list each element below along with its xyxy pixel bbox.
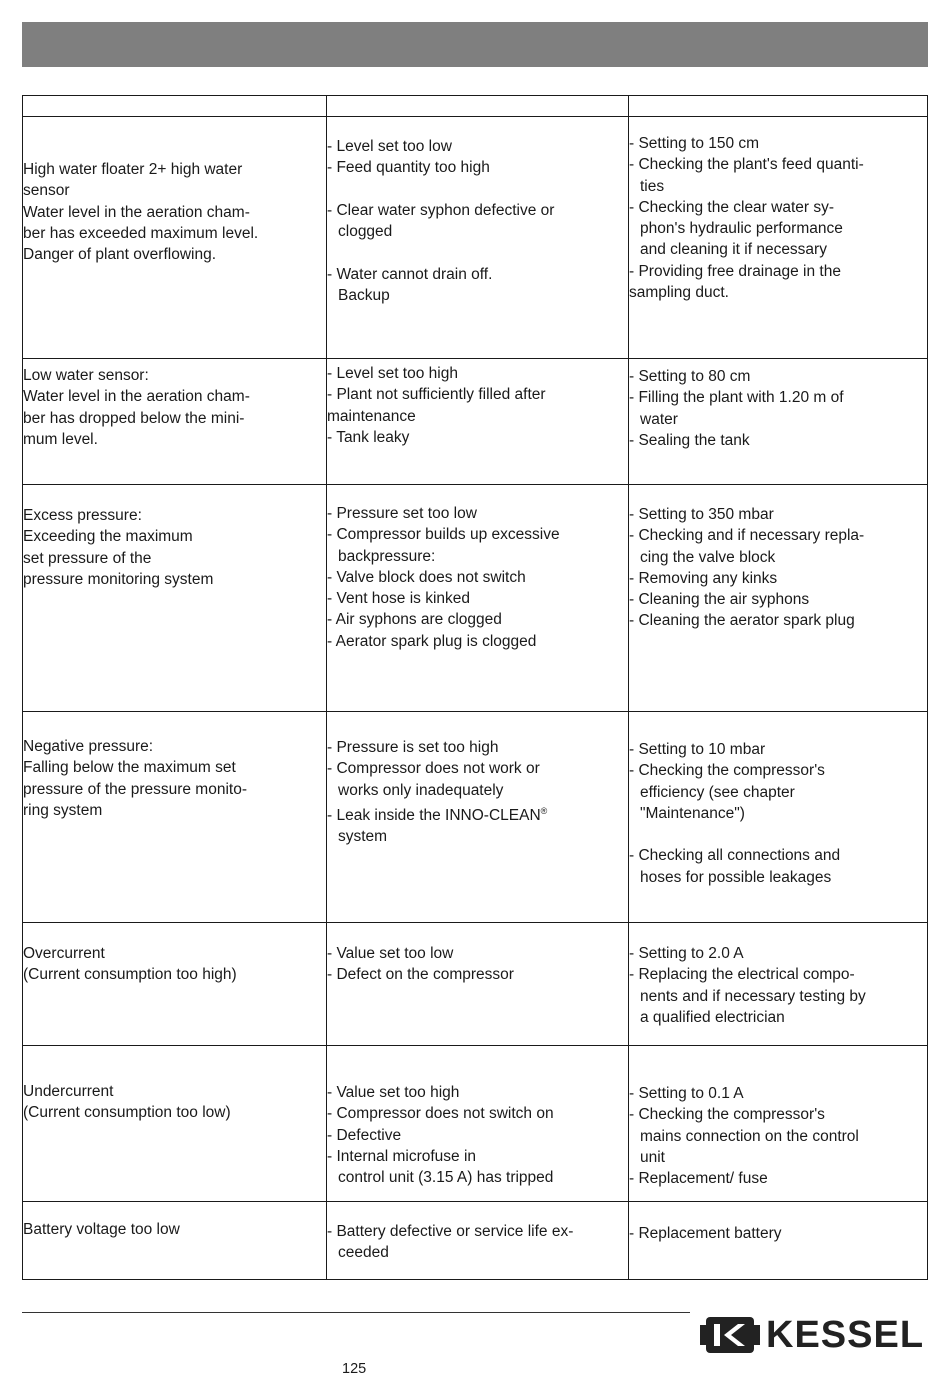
remedy-text: ties [640,177,665,195]
cause-line [327,943,628,964]
cause-text: - Clear water syphon defective or [327,201,555,219]
cause-line [327,801,628,826]
cause-text: - Value set too high [327,1084,460,1101]
footer-divider [22,1312,690,1313]
cause-line [327,200,628,221]
remedy-line [629,1083,927,1104]
cause-text: - Value set too low [327,945,454,962]
remedy-line [629,867,927,888]
remedy-line [629,430,927,451]
fault-message-line: Water level in the aeration cham- [23,388,250,406]
cause-text: works only inadequately [338,781,504,799]
table-row [23,1202,928,1280]
cause-text: - Battery defective or service life ex- [327,1223,574,1240]
registered-mark: ® [540,805,548,816]
table-row [23,923,928,1046]
header-cell-cause [327,96,629,117]
remedy-text: efficiency (see chapter [640,783,795,801]
cause-text: - Defective [327,1126,402,1144]
fault-message-cell [23,1202,327,1280]
remedy-text: water [640,410,678,428]
remedy-text: - Setting to 2.0 A [629,945,744,962]
cause-text: - Feed quantity too high [327,159,490,177]
remedy-text: - Filling the plant with 1.20 m of [629,389,844,407]
remedy-text: - Checking the plant's feed quanti- [629,156,864,174]
table-header-row [23,96,928,117]
remedy-line [629,387,927,408]
fault-message-line: (Current consumption too high) [23,966,237,984]
spacer [629,824,927,845]
remedy-line [629,1168,927,1189]
header-bar [22,22,928,67]
remedy-text: - Checking the clear water sy- [629,198,835,216]
cause-text: Backup [338,287,390,305]
fault-message-line: set pressure of the [23,549,152,567]
cause-text: - Vent hose is kinked [327,590,471,608]
remedy-line [629,366,927,387]
cause-line [327,737,628,758]
fault-remedy-cell [629,923,928,1046]
remedy-text: - Setting to 350 mbar [629,506,774,523]
remedy-text: - Replacement/ fuse [629,1170,768,1188]
fault-remedy-cell [629,712,928,923]
fault-cause-cell [327,359,629,485]
cause-line [327,1167,628,1188]
logo-text: KESSEL [766,1314,925,1356]
table-row [23,712,928,923]
remedy-text: and cleaning it if necessary [640,241,827,259]
cause-text: - Level set too low [327,138,452,155]
remedy-text: - Setting to 150 cm [629,135,760,152]
remedy-text: - Setting to 0.1 A [629,1085,744,1102]
cause-line [327,609,628,630]
remedy-text: phon's hydraulic performance [640,220,843,238]
fault-message-cell [23,712,327,923]
remedy-line [629,1126,927,1147]
fault-message-cell [23,117,327,359]
fault-remedy-cell [629,359,928,485]
fault-message-line: Excess pressure: [23,507,142,524]
remedy-text: - Cleaning the aerator spark plug [629,612,855,630]
fault-message-line: (Current consumption too low) [23,1104,231,1122]
remedy-line [629,547,927,568]
cause-line [327,588,628,609]
cause-line [327,964,628,985]
cause-line [327,826,628,847]
fault-message-cell [23,1046,327,1202]
cause-text: - Plant not sufficiently filled after [327,386,546,404]
fault-message-line: Negative pressure: [23,738,154,755]
remedy-line [629,845,927,866]
fault-cause-cell [327,923,629,1046]
fault-cause-cell [327,712,629,923]
cause-line [327,406,628,427]
cause-text: - Water cannot drain off. [327,265,493,283]
fault-message-cell [23,923,327,1046]
page-number: 125 [342,1361,367,1377]
remedy-line [629,1223,927,1244]
remedy-line [629,1104,927,1125]
remedy-text: nents and if necessary testing by [640,987,866,1005]
cause-line [327,136,628,157]
table-row [23,117,928,359]
spacer [327,242,628,263]
table-row [23,485,928,712]
cause-line [327,503,628,524]
fault-remedy-cell [629,1046,928,1202]
cause-line [327,567,628,588]
fault-message-line: pressure of the pressure monito- [23,780,247,798]
remedy-line [629,568,927,589]
fault-message-line: Undercurrent [23,1083,114,1100]
remedy-line [629,261,927,282]
cause-text: - Air syphons are clogged [327,611,502,629]
cause-line [327,1221,628,1242]
fault-message-line: mum level. [23,430,98,448]
remedy-line [629,782,927,803]
cause-text: - Leak inside the INNO-CLEAN [327,807,541,825]
fault-message-line: ber has dropped below the mini- [23,409,245,427]
cause-text: - Compressor does not switch on [327,1105,554,1123]
remedy-text: - Checking the compressor's [629,762,825,780]
fault-message-line: sensor [23,182,70,200]
table-body [23,117,928,1280]
remedy-text: hoses for possible leakages [640,868,832,886]
remedy-line [629,282,927,303]
remedy-text: cing the valve block [640,548,776,566]
remedy-line [629,964,927,985]
cause-text: ceeded [338,1244,389,1262]
remedy-text: - Removing any kinks [629,569,778,587]
cause-line [327,384,628,405]
cause-line [327,1242,628,1263]
remedy-line [629,943,927,964]
remedy-line [629,154,927,175]
fault-message-line: Overcurrent [23,945,105,962]
cause-line [327,1103,628,1124]
fault-cause-cell [327,1202,629,1280]
cause-text: maintenance [327,407,416,425]
cause-text: - Compressor does not work or [327,760,540,778]
cause-text: - Defect on the compressor [327,966,514,984]
remedy-text: - Providing free drainage in the [629,262,841,280]
kessel-logo-icon [700,1314,760,1356]
remedy-line [629,218,927,239]
remedy-line [629,803,927,824]
cause-line [327,1125,628,1146]
remedy-line [629,610,927,631]
cause-line [327,631,628,652]
cause-text: - Pressure is set too high [327,739,499,756]
fault-message-line: High water floater 2+ high water [23,161,243,178]
fault-message-cell [23,359,327,485]
remedy-text: - Replacement battery [629,1225,782,1242]
cause-line [327,427,628,448]
cause-line [327,285,628,306]
remedy-line [629,525,927,546]
cause-line [327,1082,628,1103]
fault-message-line: Water level in the aeration cham- [23,203,250,221]
remedy-line [629,760,927,781]
cause-text: system [338,828,388,846]
fault-cause-cell [327,485,629,712]
fault-message-cell [23,485,327,712]
cause-line [327,157,628,178]
remedy-line [629,739,927,760]
cause-text: - Level set too high [327,365,458,382]
remedy-line [629,197,927,218]
fault-cause-cell [327,1046,629,1202]
remedy-text: a qualified electrician [640,1008,785,1026]
remedy-line [629,986,927,1007]
cause-line [327,546,628,567]
remedy-text: "Maintenance") [640,804,745,822]
header-cell-remedy [629,96,928,117]
fault-table [22,95,928,1280]
fault-message-line: Exceeding the maximum [23,528,193,546]
fault-message-line: Falling below the maximum set [23,759,236,777]
remedy-line [629,409,927,430]
kessel-logo [700,1314,928,1356]
remedy-line [629,133,927,154]
remedy-line [629,176,927,197]
cause-line [327,1146,628,1167]
remedy-text: unit [640,1148,665,1166]
remedy-line [629,504,927,525]
cause-line [327,363,628,384]
fault-message-line: ring system [23,801,103,819]
cause-line [327,264,628,285]
remedy-line [629,1147,927,1168]
cause-text: - Tank leaky [327,428,410,446]
remedy-text: - Checking all connections and [629,847,841,865]
remedy-line [629,1007,927,1028]
remedy-text: - Sealing the tank [629,431,750,449]
fault-message-line: ber has exceeded maximum level. [23,224,259,242]
cause-line [327,780,628,801]
cause-line [327,221,628,242]
fault-remedy-cell [629,1202,928,1280]
fault-cause-cell [327,117,629,359]
cause-text: clogged [338,223,393,241]
cause-text: - Compressor builds up excessive [327,526,560,544]
fault-message-line: pressure monitoring system [23,570,214,588]
spacer [327,179,628,200]
cause-text: backpressure: [338,547,436,565]
fault-remedy-cell [629,485,928,712]
cause-line [327,758,628,779]
cause-text: - Valve block does not switch [327,568,526,586]
remedy-text: - Replacing the electrical compo- [629,966,855,984]
remedy-line [629,589,927,610]
remedy-text: - Checking and if necessary repla- [629,527,865,545]
table-row [23,359,928,485]
cause-text: - Aerator spark plug is clogged [327,632,537,650]
fault-message-line: Battery voltage too low [23,1221,180,1238]
remedy-text: - Checking the compressor's [629,1106,825,1124]
cause-text: - Internal microfuse in [327,1147,477,1165]
remedy-line [629,239,927,260]
fault-message-line: Danger of plant overflowing. [23,246,217,264]
remedy-text: - Setting to 10 mbar [629,741,766,758]
cause-text: - Pressure set too low [327,505,477,522]
remedy-text: - Setting to 80 cm [629,368,751,385]
remedy-text: - Cleaning the air syphons [629,591,810,609]
remedy-text: sampling duct. [629,284,729,302]
cause-text: control unit (3.15 A) has tripped [338,1169,554,1187]
table-row [23,1046,928,1202]
remedy-text: mains connection on the control [640,1127,859,1145]
fault-message-line: Low water sensor: [23,367,149,384]
header-cell-message [23,96,327,117]
fault-remedy-cell [629,117,928,359]
cause-line [327,524,628,545]
